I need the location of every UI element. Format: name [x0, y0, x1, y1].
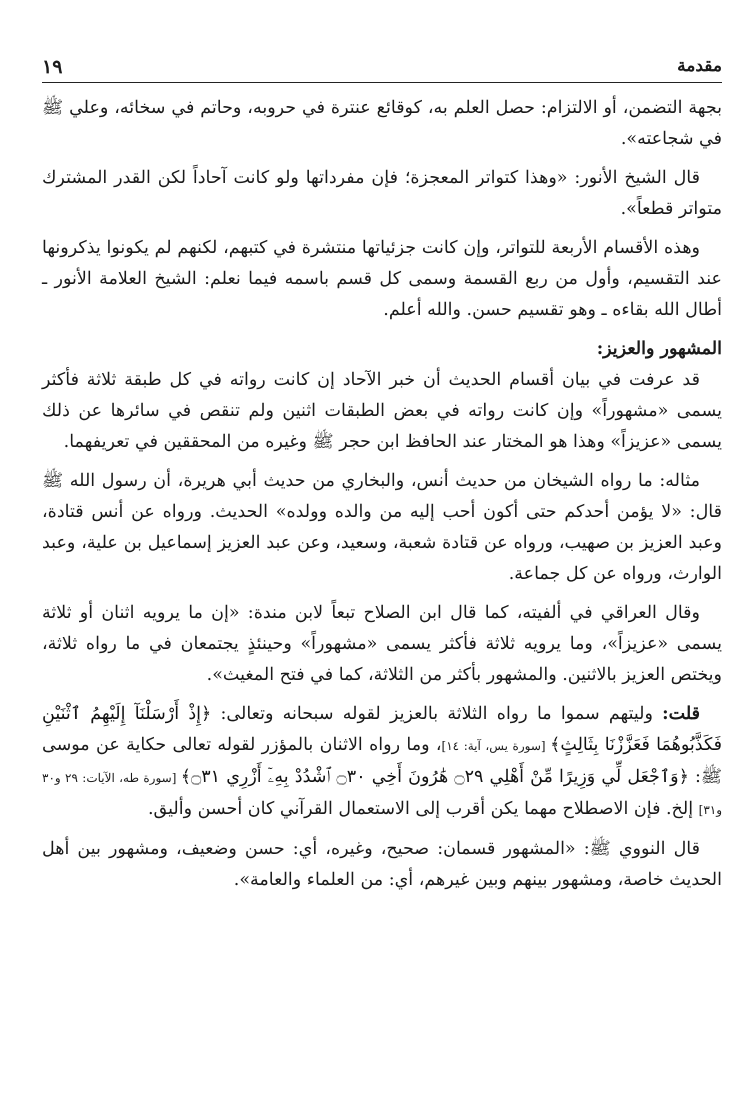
verse-reference-2: [سورة طه، الآيات: ٢٩ و٣٠ و٣١]	[42, 771, 722, 817]
paragraph-7-text-a: وليتهم سموا ما رواه الثلاثة بالعزيز لقوله سبحانه وتعالى:	[211, 704, 663, 724]
paragraph-2: قال الشيخ الأنور: «وهذا كتواتر المعجزة؛ فإن مفرداتها ولو كانت آحاداً لكن القدر المشترك متواتر قطعاً».	[42, 168, 722, 219]
section-heading: المشهور والعزيز:	[596, 339, 722, 359]
paragraph-8: قال النووي ﷺ: «المشهور قسمان: صحيح، وغيره، أي: حسن وضعيف، ومشهور بين أهل الحديث خاصة، ومشهور بينهم وبين غيرهم، أي: من العلماء والعامة».	[42, 839, 722, 890]
paragraph-7	[42, 699, 722, 826]
quran-verse-1: ﴿إِذْ أَرْسَلْنَآ إِلَيْهِمُ ٱثْنَيْنِ فَكَذَّبُوهُمَا فَعَزَّزْنَا بِثَالِثٍ﴾	[42, 704, 722, 755]
paragraph-5: مثاله: ما رواه الشيخان من حديث أنس، والبخاري من حديث أبي هريرة، أن رسول الله ﷺ قال: «لا يؤمن أحدكم حتى أكون أحب إليه من والده وولده» الحديث. ورواه عن أنس قتادة، وعبد العزيز بن صهيب، ورواه عن قتادة شعبة، وسعيد، وعن عبد العزيز إسماعيل بن علية، وعبد الوارث، ورواه عن كل جماعة.	[42, 471, 722, 584]
page-number: ١٩	[42, 56, 63, 78]
verse-reference-1: [سورة يس، آية: ١٤]	[441, 739, 551, 753]
paragraph-6: وقال العراقي في ألفيته، كما قال ابن الصلاح تبعاً لابن مندة: «إن ما يرويه اثنان أو ثلاثة يسمى «عزيزاً»، وما يرويه ثلاثة فأكثر يسمى «مشهوراً» وحينئذٍ يجتمعان في ما رواه ثلاثة، ويختص العزيز بالاثنين. والمشهور بأكثر من الثلاثة، كما في فتح المغيث».	[42, 603, 722, 685]
paragraph-4: قد عرفت في بيان أقسام الحديث أن خبر الآحاد إن كانت رواته في كل طبقة ثلاثة فأكثر يسمى «مشهوراً» وإن كانت رواته في بعض الطبقات اثنين ولم تنقص في سائرها عن ذلك يسمى «عزيزاً» وهذا هو المختار عند الحافظ ابن حجر ﷺ وغيره من المحققين في تعريفهما.	[42, 370, 722, 452]
book-page	[42, 52, 722, 1082]
paragraph-7-text-b: ، وما رواه الاثنان بالمؤزر لقوله تعالى حكاية عن موسى ﷺ:	[42, 735, 722, 787]
paragraph-3: وهذه الأقسام الأربعة للتواتر، وإن كانت جزئياتها منتشرة في كتبهم، لكنهم لم يكونوا يذكرونها عند التقسيم، وأول من ربع القسمة وسمى كل قسم باسمه فيما نعلم: الشيخ العلامة الأنور ـ أطال الله بقاءه ـ وهو تقسيم حسن. والله أعلم.	[42, 238, 722, 320]
running-header	[42, 52, 722, 83]
chapter-title: مقدمة	[677, 56, 722, 76]
paragraph-7-text-c: إلخ. فإن الاصطلاح مهما يكن أقرب إلى الاستعمال القرآني كان أحسن وأليق.	[147, 799, 699, 819]
page-body	[42, 93, 722, 896]
paragraph-1: بجهة التضمن، أو الالتزام: حصل العلم به، كوقائع عنترة في حروبه، وحاتم في سخائه، وعلي ﷺ في شجاعته».	[42, 98, 722, 149]
quran-verse-2: ﴿وَٱجْعَل لِّي وَزِيرًا مِّنْ أَهْلِي ۝٢٩ هَٰرُونَ أَخِي ۝٣٠ ٱشْدُدْ بِهِۦٓ أَزْرِي ۝٣١﴾	[180, 767, 689, 787]
qultu-lead: قلت:	[662, 704, 700, 724]
